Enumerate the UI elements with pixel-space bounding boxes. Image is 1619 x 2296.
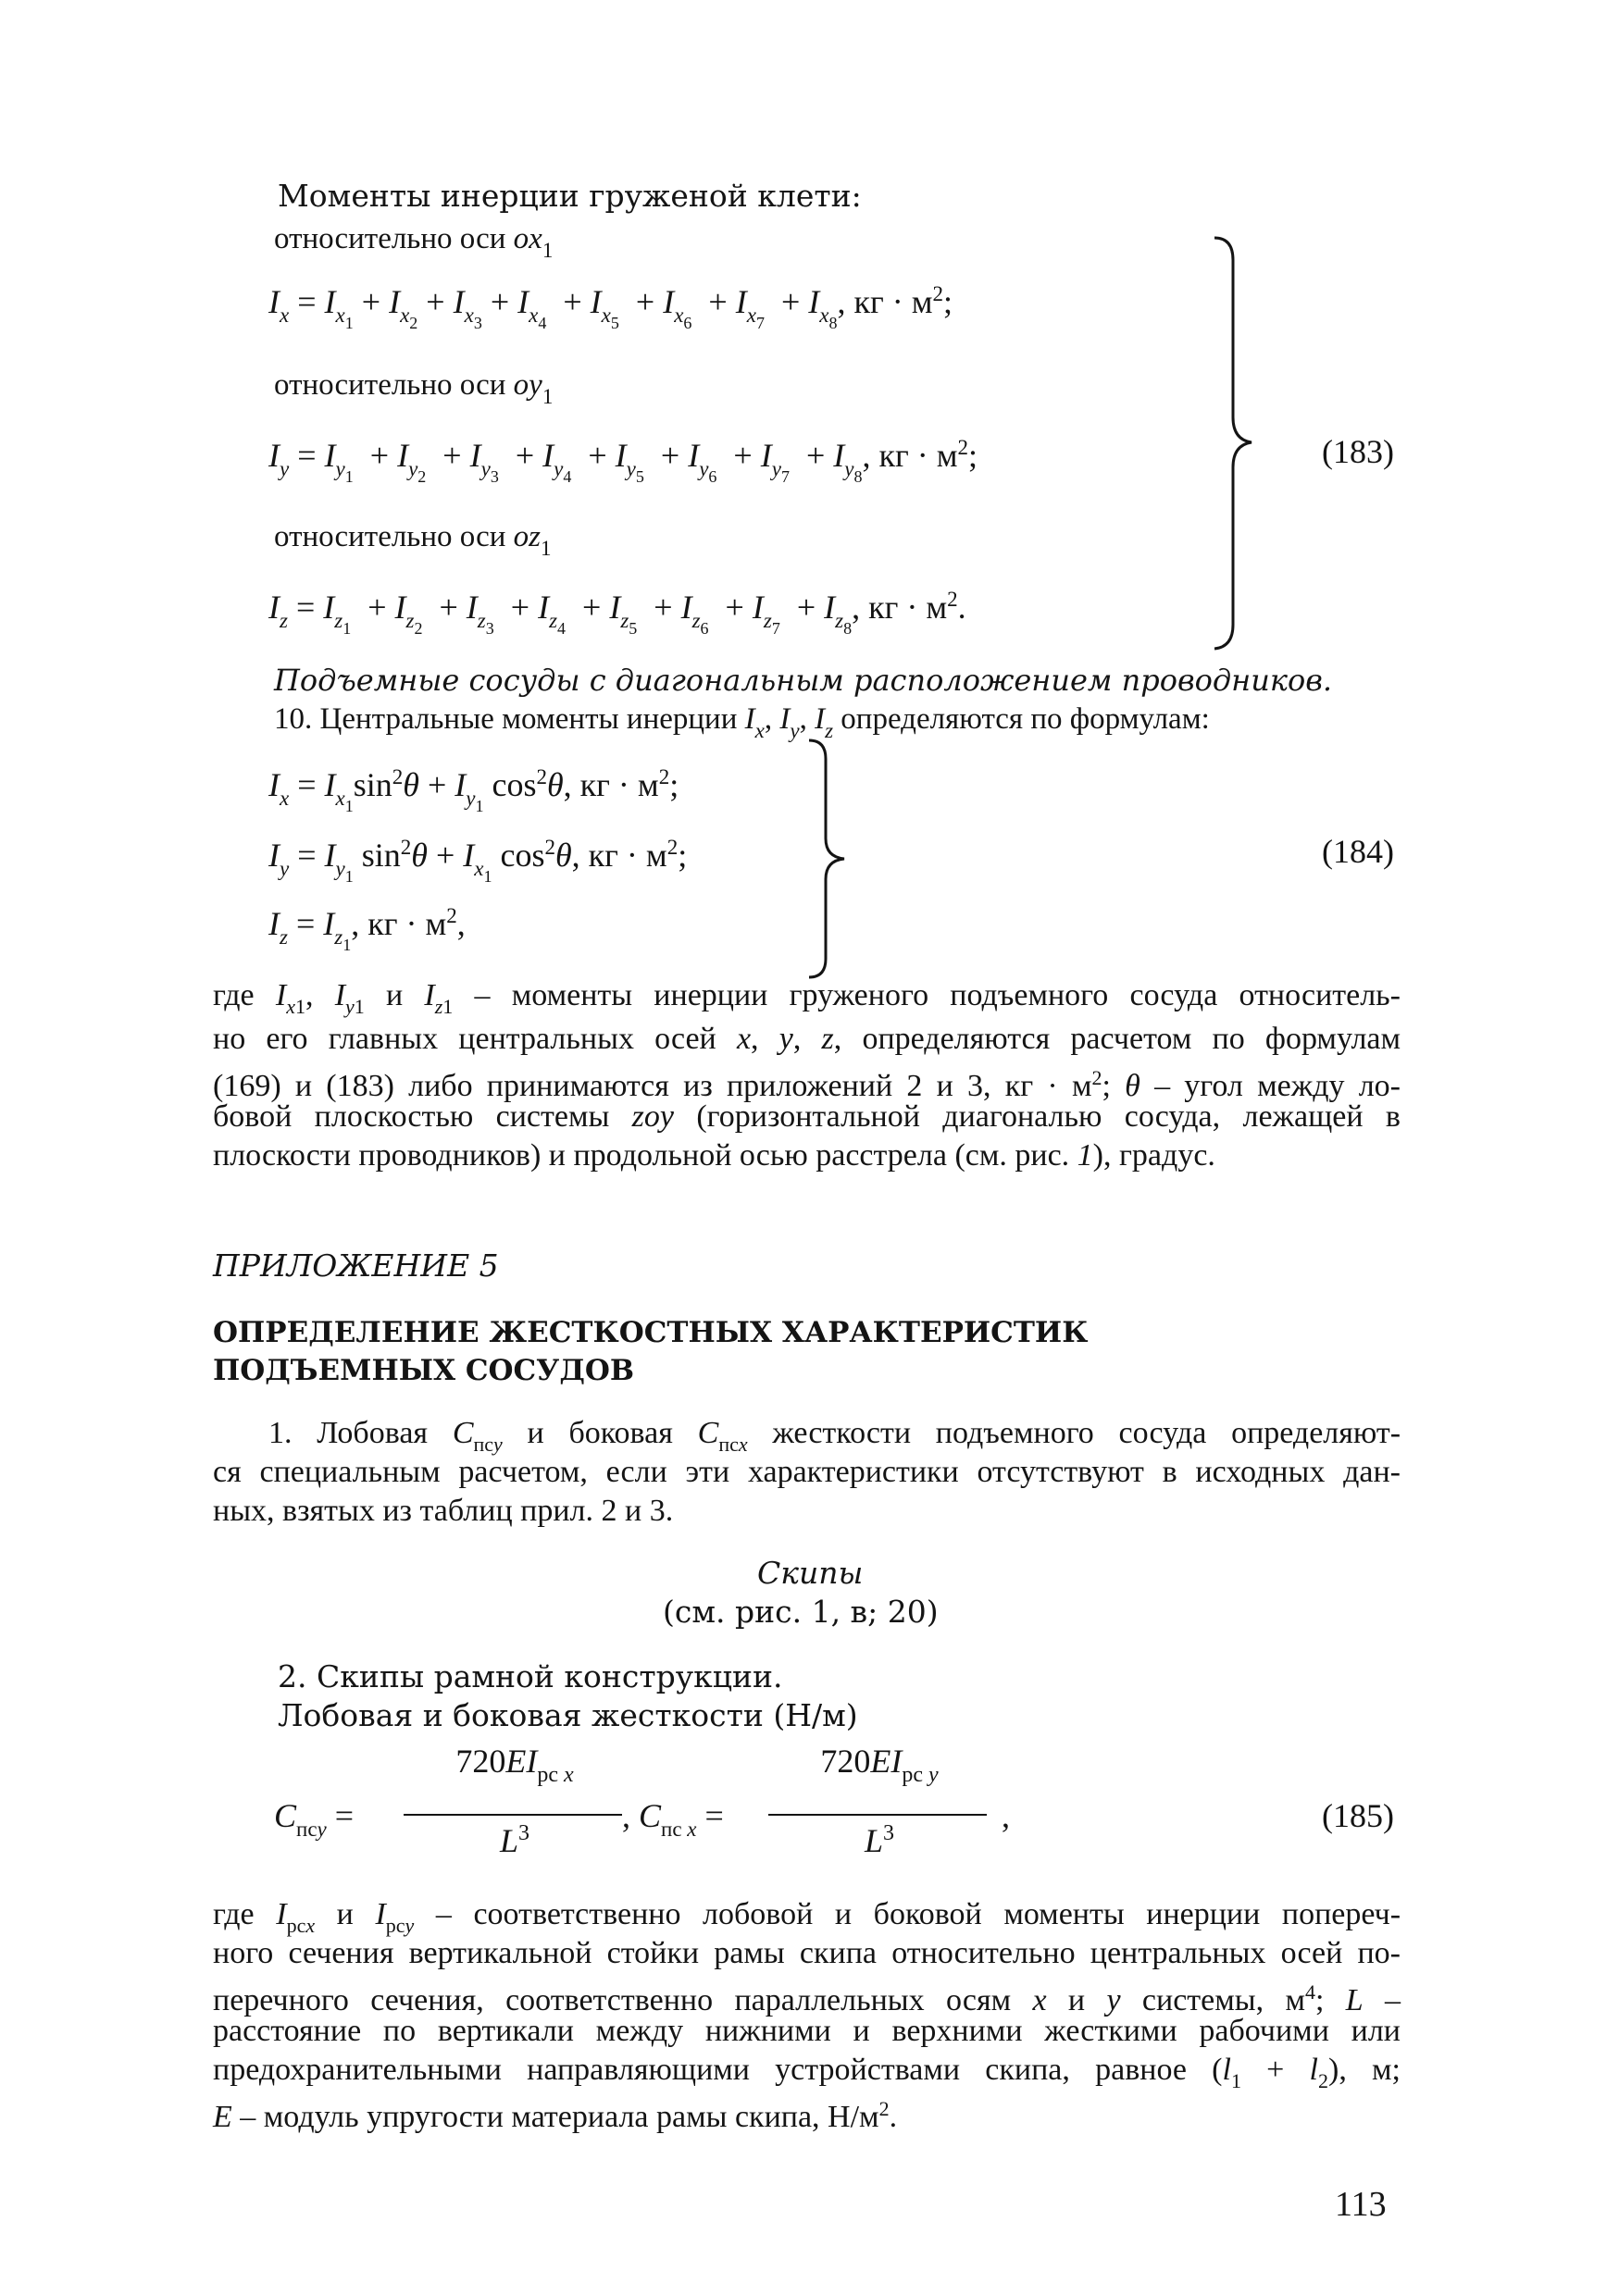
eq184-iz: $I_z = I_{z_1}$, кг · $м^2$,	[268, 904, 466, 954]
where185-line5: предохранительными направляющими устройствами скипа, равное $(l_1 + l_2)$, м;	[213, 2053, 1401, 2092]
eq185-fracline2	[768, 1814, 987, 1816]
where184-line2: но его главных центральных осей x, y, z, определяются расчетом по формулам	[213, 1022, 1401, 1056]
item2-line2: Лобовая и боковая жесткости (Н/м)	[278, 1697, 858, 1733]
eq185-fracline1	[404, 1814, 622, 1816]
item2-line1: 2. Скипы рамной конструкции.	[278, 1658, 783, 1694]
appendix-title-line1: ОПРЕДЕЛЕНИЕ ЖЕСТКОСТНЫХ ХАРАКТЕРИСТИК	[213, 1316, 1089, 1349]
eq185-num1: $720EI_{рс x}$	[455, 1743, 574, 1787]
eq183-iz: $I_z = I_{z_1} + I_{z_2} + I_{z_3} + I_{z_4} + I_{z_5} + I_{z_6} + I_{z_7} + I_{z_8}$, кг · $м^2$.	[268, 588, 966, 638]
eq184-number: (184)	[1322, 833, 1394, 870]
appendix-title-line2: ПОДЪЕМНЫХ СОСУДОВ	[213, 1354, 635, 1387]
brace-184	[807, 738, 863, 979]
unit-kgm2-3: кг · м	[868, 589, 948, 626]
item10-lead: 10. Центральные моменты инерции	[274, 702, 738, 736]
eq185-den2: $L^3$	[864, 1821, 895, 1859]
eq184-iy: $I_y = I_{y_1}$ $\sin^2\theta + I_{x_1}$ $\cos^2\theta$, кг · $м^2$;	[268, 836, 688, 886]
where184-line5: плоскости проводников) и продольной осью расстрела (см. рис. 1), градус.	[213, 1138, 1215, 1173]
axis-ox-line: относительно оси $ox_1$	[274, 222, 554, 262]
item1-line2: ся специальным расчетом, если эти характеристики отсутствуют в исходных дан-	[213, 1455, 1401, 1489]
axis-ox-label: относительно оси	[274, 222, 506, 255]
where184-line1: где $I_{x1}$, $I_{y1}$ и $I_{z1}$ – моменты инерции груженого подъемного сосуда относитель-	[213, 978, 1401, 1018]
moments-heading: Моменты инерции груженой клети:	[278, 178, 862, 214]
item1-line1: 1. Лобовая $C_{псy}$ и боковая $C_{псx}$ жесткости подъемного сосуда определяют-	[268, 1416, 1401, 1456]
where184-line4: бовой плоскостью системы zoy (горизонтальной диагональю сосуда, лежащей в	[213, 1099, 1401, 1134]
unit-kgm2-6: кг · м	[367, 905, 447, 942]
axis-oy-label: относительно оси	[274, 368, 506, 402]
unit-kgm2-5: кг · м	[588, 837, 667, 874]
eq183-iy: $I_y = I_{y_1} + I_{y_2} + I_{y_3} + I_{y_4} + I_{y_5} + I_{y_6} + I_{y_7} + I_{y_8}$, кг · $м^2$;	[268, 436, 978, 486]
item1-line3: ных, взятых из таблиц прил. 2 и 3.	[213, 1494, 674, 1528]
eq185-number: (185)	[1322, 1797, 1394, 1834]
skips-heading: Скипы	[757, 1555, 864, 1591]
unit-kgm2-4: кг · м	[579, 766, 659, 803]
vessels-heading: Подъемные сосуды с диагональным расположением проводников.	[274, 663, 1333, 698]
eq185-num2: $720EI_{рс y}$	[820, 1743, 939, 1787]
where185-line4: расстояние по вертикали между нижними и верхними жесткими рабочими или	[213, 2014, 1401, 2048]
axis-oy-line: относительно оси $oy_1$	[274, 368, 554, 408]
where185-line2: ного сечения вертикальной стойки рамы скипа относительно центральных осей по-	[213, 1936, 1401, 1970]
item10-tail: определяются по формулам:	[841, 702, 1210, 736]
eq183-number: (183)	[1322, 433, 1394, 470]
where185-line3: перечного сечения, соответственно параллельных осям x и y системы, $м^4$; L –	[213, 1980, 1401, 2017]
axis-oz-label: относительно оси	[274, 520, 506, 553]
eq185-comma: ,	[1002, 1797, 1010, 1834]
axis-oz-line: относительно оси $oz_1$	[274, 520, 552, 560]
eq185-c-pcy: $C_{псy}$ =	[274, 1797, 355, 1841]
eq185-den1: $L^3$	[499, 1821, 530, 1859]
page-number: 113	[1335, 2185, 1387, 2224]
eq183-ix: $I_x = I_{x_1} + I_{x_2} + I_{x_3} + I_{x_4} + I_{x_5} + I_{x_6} + I_{x_7} + I_{x_8}$, кг · $м^2$;	[268, 282, 953, 332]
item10-line: 10. Центральные моменты инерции $I_x$, $I_y$, $I_z$ определяются по формулам:	[274, 702, 1210, 742]
unit-kgm2-1: кг · м	[853, 283, 933, 320]
skips-ref: (см. рис. 1, в; 20)	[663, 1594, 939, 1630]
eq184-ix: $I_x = I_{x_1}\sin^2\theta + I_{y_1}$ $\cos^2\theta$, кг · $м^2$;	[268, 765, 679, 815]
where185-line1: где $I_{рсx}$ и $I_{рсy}$ – соответственно лобовой и боковой моменты инерции попереч-	[213, 1897, 1401, 1937]
appendix-label: ПРИЛОЖЕНИЕ 5	[213, 1247, 499, 1284]
where184-line3: (169) и (183) либо принимаются из приложений 2 и 3, кг · $м^2$; θ – угол между ло-	[213, 1066, 1401, 1103]
where185-line6: E – модуль упругости материала рамы скипа, $Н/м^2$.	[213, 2097, 898, 2134]
eq185-c-pcx: , $C_{пс x}$ =	[622, 1797, 724, 1841]
unit-kgm2-2: кг · м	[878, 437, 958, 474]
brace-183	[1213, 236, 1268, 652]
